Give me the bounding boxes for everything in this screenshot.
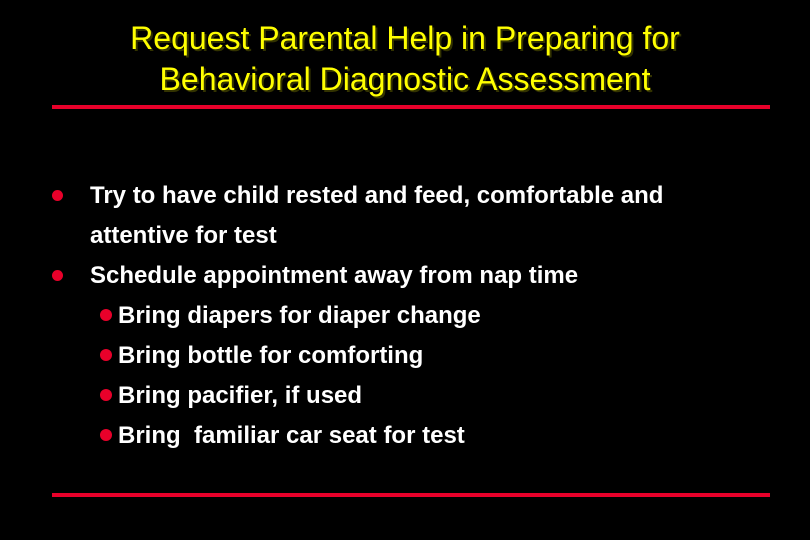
bullet-item — [50, 176, 780, 256]
bullet-list — [50, 176, 780, 456]
title-line-2: Behavioral Diagnostic Assessment — [159, 61, 651, 97]
slide-title — [40, 18, 770, 100]
bullet-text-line: Try to have child rested and feed, comfortable and — [90, 182, 664, 209]
bullet-dot-icon — [100, 389, 112, 401]
top-divider — [52, 105, 770, 109]
sub-bullet-text: Bring pacifier, if used — [118, 382, 363, 409]
sub-bullet-item — [50, 336, 780, 376]
sub-bullet-text: Bring familiar car seat for test — [118, 422, 465, 449]
title-line-1: Request Parental Help in Preparing for — [130, 20, 680, 56]
sub-bullet-item — [50, 416, 780, 456]
bullet-dot-icon — [100, 309, 112, 321]
bullet-dot-icon — [52, 270, 63, 281]
bottom-divider — [52, 493, 770, 497]
bullet-item — [50, 256, 780, 296]
bullet-dot-icon — [100, 349, 112, 361]
sub-bullet-text: Bring bottle for comforting — [118, 342, 424, 369]
bullet-text-line: Schedule appointment away from nap time — [90, 262, 579, 289]
bullet-dot-icon — [100, 429, 112, 441]
sub-bullet-item — [50, 296, 780, 336]
sub-bullet-text: Bring diapers for diaper change — [118, 302, 481, 329]
bullet-text-line: attentive for test — [90, 222, 277, 249]
sub-bullet-item — [50, 376, 780, 416]
bullet-dot-icon — [52, 190, 63, 201]
